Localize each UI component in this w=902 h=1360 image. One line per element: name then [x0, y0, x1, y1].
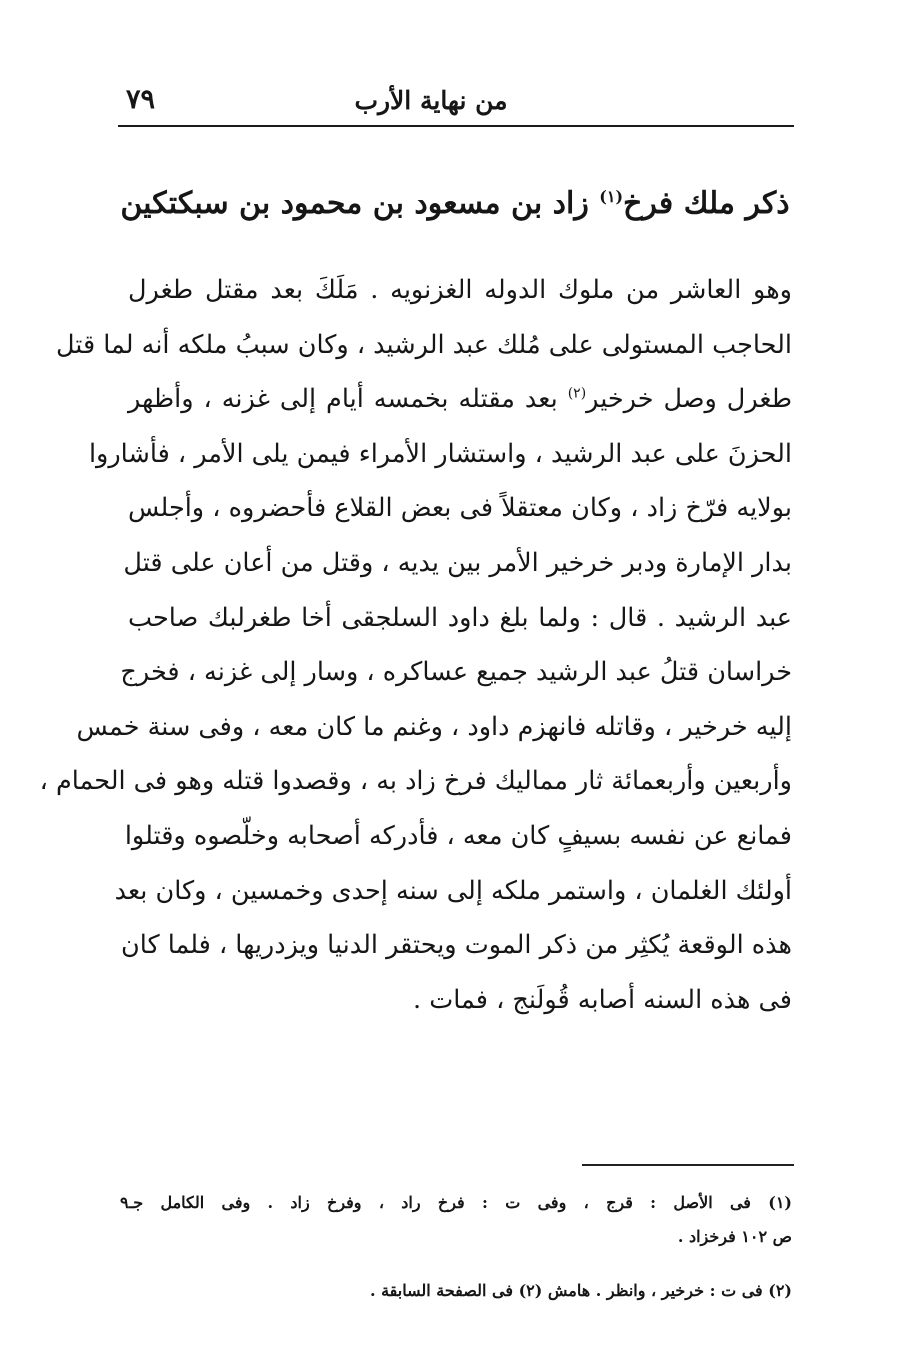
text-line: هذه الوقعة يُكثِر من ذكر الموت ويحتقر الدنيا ويزدريها ، فلما كان	[120, 930, 792, 961]
text-line: إليه خرخير ، وقاتله فانهزم داود ، وغنم ما كان معه ، وفى سنة خمس	[76, 711, 792, 742]
chapter-title-part-1: ذكر ملك فرخ	[623, 186, 790, 221]
text-line: عبد الرشيد . قال : ولما بلغ داود السلجقى أخا طغرلبك صاحب	[128, 602, 792, 633]
footnotes	[120, 1186, 792, 1308]
text-line: الحاجب المستولى على مُلك عبد الرشيد ، وكان سببُ ملكه أنه لما قتل	[55, 329, 792, 360]
text-line: الحزنَ على عبد الرشيد ، واستشار الأمراء فيمن يلى الأمر ، فأشاروا	[88, 438, 792, 469]
chapter-title	[110, 186, 800, 221]
text-line: بولايه فرّخ زاد ، وكان معتقلاً فى بعض القلاع فأحضروه ، وأجلس	[128, 493, 792, 524]
footnote-rule	[582, 1164, 794, 1166]
footnote-1-continued: ص ١٠٢ فرخزاد .	[677, 1227, 792, 1246]
footnote-1: (١) فى الأصل : قرج ، وفى ت : فرخ راد ، وفرخ زاد . وفى الكامل جـ٩	[120, 1193, 792, 1212]
text-line: فى هذه السنه أصابه قُولَنج ، فمات .	[413, 984, 792, 1015]
chapter-title-part-2: زاد بن مسعود بن محمود بن سبكتكين	[120, 186, 589, 221]
text-line: بدار الإمارة ودبر خرخير الأمر بين يديه ، وقتل من أعان على قتل	[123, 547, 792, 578]
page-number: ٧٩	[126, 84, 156, 115]
footnote-2: (٢) فى ت : خرخير ، وانظر . هامش (٢) فى الصفحة السابقة .	[369, 1281, 792, 1300]
footnote-ref-1: (١)	[599, 187, 624, 206]
text-line: وهو العاشر من ملوك الدوله الغزنويه . مَلَكَ بعد مقتل طغرل	[128, 275, 792, 305]
footnote-ref-2: (٢)	[567, 385, 587, 402]
text-segment: طغرل وصل خرخير	[586, 384, 792, 415]
text-segment: بعد مقتله بخمسه أيام إلى غزنه ، وأظهر	[128, 384, 558, 415]
text-line	[128, 372, 792, 427]
running-title: من نهاية الأرب	[354, 86, 508, 115]
body-text	[39, 263, 792, 1027]
text-line: وأربعين وأربعمائة ثار مماليك فرخ زاد به ، وقصدوا قتله وهو فى الحمام ،	[39, 766, 792, 797]
text-line: فمانع عن نفسه بسيفٍ كان معه ، فأدركه أصحابه وخلّصوه وقتلوا	[124, 820, 792, 851]
running-header	[118, 82, 794, 126]
text-line: أولئك الغلمان ، واستمر ملكه إلى سنه إحدى وخمسين ، وكان بعد	[114, 875, 792, 906]
header-rule	[118, 125, 794, 127]
text-line: خراسان قتلُ عبد الرشيد جميع عساكره ، وسار إلى غزنه ، فخرج	[120, 657, 792, 688]
footnote-spacer	[120, 1254, 792, 1274]
